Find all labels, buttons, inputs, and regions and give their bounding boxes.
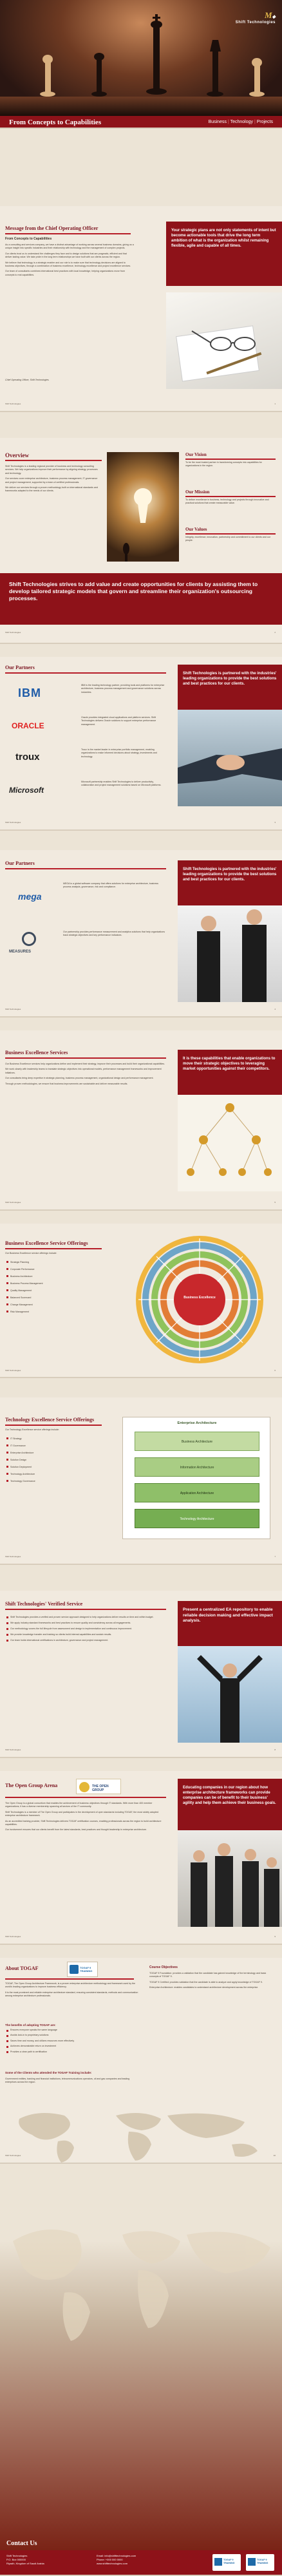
benefit-item: Avoids lock-in to proprietary solutions bbox=[6, 2034, 142, 2037]
tag-projects: Projects bbox=[256, 120, 273, 124]
offering-item: Corporate Performance bbox=[6, 1267, 103, 1272]
tag-business: Business bbox=[208, 120, 227, 124]
clients-text: Government entities, banking and financial institutions, telecommunications operators, oil and gas companies and leading enterprises across the region. bbox=[5, 2078, 130, 2084]
page-number: 6 bbox=[274, 1369, 276, 1372]
togaf-badge-text: TOGAF 9 TRAINING bbox=[80, 1966, 93, 1973]
contact-website[interactable]: www.shifttechnologies.com bbox=[97, 2562, 128, 2565]
ring-center-label: Business Excellence bbox=[183, 1296, 216, 1300]
stack-title: Enterprise Architecture bbox=[177, 1421, 217, 1425]
heading-rule bbox=[5, 460, 102, 461]
open-group-logo-icon bbox=[79, 1782, 89, 1792]
be-paragraph: Through proven methodologies, we ensure that business improvements are sustainable and deliver measurable results. bbox=[5, 1082, 128, 1085]
togaf-badge bbox=[67, 1962, 98, 1977]
objective-item: TOGAF 9 Certified: provides validation that the candidate is able to analyze and apply knowledge of TOGAF 9. bbox=[149, 1980, 263, 1984]
handshake-photo bbox=[178, 710, 282, 806]
benefit-item: Ensures everyone speaks the same language bbox=[6, 2029, 142, 2032]
be-paragraph: Our Business Excellence services help organizations define and implement their strategy, improve their processes and build their organizational capabilities. bbox=[5, 1063, 165, 1065]
te-offerings-heading: Technology Excellence Service Offerings bbox=[5, 1417, 95, 1423]
vsm-quote: Present a centralized EA repository to enable reliable decision making and effective impact analysis. bbox=[183, 1607, 273, 1623]
te-offerings-page bbox=[0, 1397, 282, 1565]
offering-item: Balanced Scorecard bbox=[6, 1295, 103, 1300]
vsm-item: We apply industry standard frameworks and best practices to ensure quality and consistency across all engagements. bbox=[6, 1621, 164, 1625]
overview-paragraph: We deliver our services through a proven methodology built on international standards and frameworks adapted to the needs of our clients. bbox=[5, 486, 98, 493]
troux-logo: troux bbox=[15, 752, 40, 762]
badge-icon bbox=[248, 2558, 256, 2566]
ring-diagram-svg bbox=[135, 1235, 264, 1364]
heading-rule bbox=[5, 1425, 102, 1426]
key-lock-photo bbox=[107, 452, 179, 562]
partners-heading: Our Partners bbox=[5, 665, 35, 670]
be-quote: It is these capabilities that enable organizations to move their strategic objectives to leveraging market opportunities against their competitors. bbox=[183, 1057, 276, 1071]
partner-description: Microsoft partnership enables Shift Technologies to deliver productivity, collaboration and project management solutions based on Microsoft platforms. bbox=[81, 781, 162, 787]
vsm-item: Shift Technologies provides a verified and proven service approach designed to help organizations deliver results on time and within budget. bbox=[6, 1615, 164, 1619]
partners-page-2 bbox=[0, 850, 282, 1018]
heading-rule bbox=[5, 1057, 166, 1059]
offering-item: Strategic Planning bbox=[6, 1260, 103, 1265]
be-ring-diagram bbox=[135, 1235, 264, 1364]
world-map-background bbox=[0, 2106, 282, 2164]
contact-line: Riyadh, Kingdom of Saudi Arabia bbox=[6, 2562, 44, 2565]
contact-email[interactable]: Email: info@shifttechnologies.com bbox=[97, 2554, 136, 2557]
tag-technology: Technology bbox=[230, 120, 253, 124]
open-group-body bbox=[5, 1802, 166, 1924]
footer-brand: Shift Technologies bbox=[5, 1935, 21, 1938]
contact-left bbox=[6, 2554, 44, 2566]
contact-badge-right bbox=[246, 2554, 274, 2571]
footer-brand: Shift Technologies bbox=[5, 1008, 21, 1010]
businessman-illustration bbox=[178, 1646, 282, 1743]
mission-heading: Our Mission bbox=[185, 489, 210, 495]
objectives-body bbox=[149, 1972, 276, 2049]
partners-page-1 bbox=[0, 657, 282, 831]
partners-quote: Shift Technologies is partnered with the industries' leading organizations to provide the best solutions and best practices for our clients. bbox=[183, 867, 277, 882]
contact-right bbox=[97, 2554, 136, 2566]
partner-measures bbox=[5, 931, 166, 969]
overview-quote-banner bbox=[0, 573, 282, 625]
vsm-item: We provide knowledge transfer and training so clients build internal capabilities and sustain results. bbox=[6, 1633, 164, 1636]
offering-item: Solution Design bbox=[6, 1457, 103, 1463]
be-body bbox=[5, 1063, 166, 1191]
coo-paragraph: Our clients trust us to understand the challenges they face and to design solutions that are pragmatic, efficient and that deliver lasting value. We take pride in the long term relationships we have built with our clients across the region. bbox=[5, 252, 127, 259]
heading-rule bbox=[5, 1248, 102, 1249]
benefit-item: Provides a clear path to certification bbox=[6, 2050, 142, 2054]
partners-quote-box bbox=[178, 665, 282, 710]
footer-brand: Shift Technologies bbox=[5, 821, 21, 824]
heading-rule bbox=[185, 459, 276, 460]
page-number: 7 bbox=[274, 1555, 276, 1558]
heading-rule bbox=[185, 533, 276, 535]
objective-item: TOGAF 9 Foundation: provides a validation that the candidate has gained knowledge of the terminology and basic concepts of TOGAF 9. bbox=[149, 1972, 267, 1978]
coo-quote-box bbox=[166, 222, 282, 286]
coo-subheading: From Concepts to Capabilities bbox=[5, 237, 52, 241]
mission-text: To deliver excellence in business, technology and projects through innovative and practical solutions that create measurable value. bbox=[185, 498, 269, 505]
partner-ibm bbox=[5, 684, 166, 710]
mega-logo: mega bbox=[18, 891, 42, 902]
partner-microsoft bbox=[5, 781, 166, 806]
overview-paragraph: Our services cover enterprise architecture, business process management, IT governance and project management, supported by a team of certified professionals. bbox=[5, 477, 98, 484]
human-network-illustration bbox=[178, 1095, 282, 1191]
offering-item: Change Management bbox=[6, 1302, 103, 1307]
offering-item: Quality Management bbox=[6, 1288, 103, 1293]
heading-rule bbox=[5, 233, 131, 234]
partner-description: Oracle provides integrated cloud applications and platform services. Shift Technologies delivers Oracle solutions to support enterprise performance management. bbox=[81, 716, 156, 726]
microsoft-logo: Microsoft bbox=[9, 786, 44, 795]
measures-logo: MEASURES bbox=[9, 950, 32, 954]
be-offerings-page bbox=[0, 1224, 282, 1378]
benefits-list bbox=[6, 2029, 142, 2067]
businessmen-illustration bbox=[178, 905, 282, 1002]
banner-tags: Business | Technology | Projects bbox=[208, 120, 273, 124]
coo-body bbox=[5, 243, 134, 372]
clients-heading: Some of the Clients who attended the TOGAF Training include: bbox=[5, 2071, 92, 2074]
heading-rule bbox=[5, 1797, 166, 1798]
offering-item: Solution Deployment bbox=[6, 1464, 103, 1470]
togaf-paragraph: It is the most prominent and reliable enterprise architecture standard, ensuring consistent standards, methods and communication among enterprise architecture professionals. bbox=[5, 1991, 138, 1998]
contact-heading: Contact Us bbox=[6, 2540, 37, 2547]
vsm-item: Our methodology covers the full lifecycle from assessment and design to implementation and continuous improvement. bbox=[6, 1627, 164, 1631]
stack-layer: Application Architecture bbox=[135, 1483, 259, 1502]
open-group-paragraph: The Open Group is a global consortium that enables the achievement of business objectives through IT standards. With more than 400 member organizations, it has a diverse membership spanning all sectors of the IT community. bbox=[5, 1802, 153, 1808]
contact-line: P.O. Box 000000 bbox=[6, 2558, 26, 2561]
ea-stack-diagram bbox=[122, 1417, 270, 1539]
be-offerings-intro: Our Business Excellence service offerings include: bbox=[5, 1252, 57, 1255]
vsm-item: Our team holds international certifications in architecture, governance and project management. bbox=[6, 1638, 164, 1642]
verified-service-page bbox=[0, 1591, 282, 1758]
overview-page bbox=[0, 438, 282, 644]
heading-rule bbox=[185, 496, 276, 497]
togaf-heading: About TOGAF bbox=[5, 1965, 39, 1971]
banner-title: From Concepts to Capabilities bbox=[9, 118, 102, 126]
contact-map-background bbox=[0, 2164, 282, 2550]
coo-paragraph: As a consulting and services company, we have a distinct advantage of working across several business domains, giving us a unique insight into specific industries and their relationship with technology and the management of complex projects. bbox=[5, 243, 134, 250]
page-number: 3 bbox=[274, 821, 276, 824]
benefit-item: Saves time and money, and utilizes resources more effectively bbox=[6, 2040, 142, 2043]
values-text: Integrity, excellence, innovation, partnership and commitment to our clients and our people. bbox=[185, 536, 270, 542]
partner-description: IBM is the leading technology partner, providing tools and platforms for enterprise architecture, business process management and governance solutions across industries. bbox=[81, 684, 165, 694]
offering-item: Risk Management bbox=[6, 1309, 103, 1314]
open-group-quote-box bbox=[178, 1779, 282, 1830]
partners-quote-box bbox=[178, 860, 282, 905]
coo-paragraph: Our team of consultants combines international best practices with local knowledge, helping organizations move from concepts to real capabilities. bbox=[5, 270, 126, 276]
badge-icon bbox=[214, 2558, 222, 2566]
open-group-page bbox=[0, 1771, 282, 1945]
togaf-body bbox=[5, 1982, 140, 2021]
partner-mega bbox=[5, 882, 166, 921]
brand-logo bbox=[236, 10, 276, 24]
te-offerings-list bbox=[6, 1436, 103, 1533]
map-illustration bbox=[0, 2164, 282, 2550]
heading-rule bbox=[5, 868, 166, 869]
vision-heading: Our Vision bbox=[185, 452, 207, 457]
objectives-heading: Course Objectives bbox=[149, 1965, 178, 1969]
partners-heading: Our Partners bbox=[5, 860, 35, 866]
coo-heading: Message from the Chief Operating Officer bbox=[5, 225, 99, 231]
human-network-photo bbox=[178, 1095, 282, 1191]
team-illustration bbox=[178, 1830, 282, 1927]
offering-item: IT Governance bbox=[6, 1443, 103, 1448]
offering-item: Business Process Management bbox=[6, 1281, 103, 1286]
open-group-quote: Educating companies in our region about how enterprise architecture frameworks can provide companies can be of benefit to their business' agility and help them achieve their business goals. bbox=[183, 1786, 276, 1805]
page-number: 4 bbox=[274, 1008, 276, 1010]
togaf-badge-icon bbox=[70, 1965, 79, 1974]
oracle-logo: ORACLE bbox=[12, 721, 44, 730]
togaf-paragraph: TOGAF, The Open Group Architecture Framework, is a proven enterprise architecture methodology and framework used by the world's leading organizations to improve business efficiency. bbox=[5, 1982, 136, 1989]
contact-page bbox=[0, 2164, 282, 2576]
glasses-illustration bbox=[166, 292, 282, 389]
glasses-photo bbox=[166, 292, 282, 389]
vsm-heading: Shift Technologies' Verified Service bbox=[5, 1601, 83, 1607]
logo-mark-icon: M◆ bbox=[265, 10, 276, 20]
page-number: 10 bbox=[273, 2154, 276, 2157]
contact-line: Shift Technologies bbox=[6, 2554, 28, 2557]
benefits-heading: The benefits of adopting TOGAF are: bbox=[5, 2023, 56, 2027]
togaf-page bbox=[0, 1958, 282, 2164]
businessmen-photo bbox=[178, 905, 282, 1002]
keyhole-illustration bbox=[107, 452, 179, 562]
offering-item: Technology Governance bbox=[6, 1479, 103, 1484]
footer-brand: Shift Technologies bbox=[5, 1369, 21, 1372]
te-offerings-intro: Our Technology Excellence service offerings include: bbox=[5, 1428, 59, 1431]
measures-logo-icon bbox=[22, 932, 36, 946]
be-offerings-heading: Business Excellence Service Offerings bbox=[5, 1240, 88, 1246]
stack-layer: Technology Architecture bbox=[135, 1509, 259, 1528]
open-group-logo bbox=[76, 1779, 121, 1794]
coo-message-page bbox=[0, 206, 282, 412]
footer-brand: Shift Technologies bbox=[5, 1555, 21, 1558]
footer-brand: Shift Technologies bbox=[5, 402, 21, 405]
benefit-item: Achieves demonstrable return on investment bbox=[6, 2045, 142, 2048]
partners-quote: Shift Technologies is partnered with the industries' leading organizations to provide the best solutions and best practices for our clients. bbox=[183, 672, 277, 686]
page-number: 2 bbox=[274, 631, 276, 634]
stack-layer: Business Architecture bbox=[135, 1432, 259, 1451]
team-photo bbox=[178, 1830, 282, 1927]
world-map-illustration bbox=[0, 2106, 282, 2164]
partner-description: Troux is the market leader in enterprise portfolio management, enabling organizations to make informed decisions about strategy, investments and technology. bbox=[81, 748, 157, 758]
offering-item: IT Strategy bbox=[6, 1436, 103, 1441]
page-number: 8 bbox=[274, 1748, 276, 1751]
open-group-logo-text: THE OPEN GROUP bbox=[92, 1785, 109, 1792]
heading-rule bbox=[5, 672, 166, 674]
offering-item: Technology Architecture bbox=[6, 1472, 103, 1477]
be-paragraph: We work closely with leadership teams to translate strategic objectives into operational models, performance management frameworks and improvement initiatives. bbox=[5, 1068, 162, 1074]
be-quote-box bbox=[178, 1050, 282, 1095]
footer-brand: Shift Technologies bbox=[5, 1201, 21, 1204]
heading-rule bbox=[5, 1609, 166, 1610]
contact-badge-left bbox=[212, 2554, 241, 2571]
page-number: 9 bbox=[274, 1935, 276, 1938]
stack-layer: Information Architecture bbox=[135, 1457, 259, 1477]
page-number: 1 bbox=[274, 402, 276, 405]
vision-text: To be the most trusted partner in transforming concepts into capabilities for organizations in the region. bbox=[185, 461, 262, 468]
offering-item: Enterprise Architecture bbox=[6, 1450, 103, 1455]
footer-brand: Shift Technologies bbox=[5, 631, 21, 634]
open-group-paragraph: Shift Technologies is a member of The Open Group and participates in the development of open standards including TOGAF, the most widely adopted enterprise architecture framework. bbox=[5, 1810, 159, 1817]
open-group-paragraph: As an accredited training provider, Shift Technologies delivers TOGAF certification courses, enabling professionals across the region to build architecture capabilities. bbox=[5, 1819, 162, 1826]
be-paragraph: Our consultants bring deep expertise in strategic planning, business process management, organizational design and performance management. bbox=[5, 1077, 154, 1080]
brand-name: Shift Technologies bbox=[235, 21, 276, 24]
objective-item: Enterprise Architecture: enables candidates to understand architecture development across the enterprise. bbox=[149, 1986, 259, 1989]
business-excellence-page bbox=[0, 1030, 282, 1211]
cover-page bbox=[0, 0, 282, 129]
be-offerings-list bbox=[6, 1260, 103, 1356]
page-number: 5 bbox=[274, 1201, 276, 1204]
handshake-illustration bbox=[178, 710, 282, 806]
badge-text: TOGAF 9 TRAINING bbox=[223, 2559, 235, 2564]
overview-heading: Overview bbox=[5, 452, 29, 459]
cover-banner bbox=[0, 116, 282, 129]
vsm-quote-box bbox=[178, 1601, 282, 1646]
overview-quote: Shift Technologies strives to add value and create opportunities for clients by assisting them to develop tailored strategic models that govern and streamline their organization's outsourcing processes. bbox=[9, 581, 258, 601]
open-group-paragraph: Our involvement ensures that our clients benefit from the latest standards, best practices and thought leadership in enterprise architecture. bbox=[5, 1828, 147, 1832]
contact-phone: Phone: +000 000 0000 bbox=[97, 2558, 123, 2561]
celebrating-businessman-photo bbox=[178, 1646, 282, 1743]
partner-troux bbox=[5, 748, 166, 774]
footer-brand: Shift Technologies bbox=[5, 1748, 21, 1751]
vsm-list bbox=[6, 1615, 164, 1738]
overview-body bbox=[5, 465, 102, 568]
coo-quote: Your strategic plans are not only statements of intent but become actionable tools that drive the long term ambition of what is the organization whilst remaining flexible, agile and capable of all times. bbox=[171, 229, 276, 248]
partner-description: Our partnership provides performance measurement and analytics solutions that help organizations track strategic objectives and key performance indicators. bbox=[63, 931, 165, 937]
overview-paragraph: Shift Technologies is a leading regional provider of business and technology consulting services. We help organizations improve their performance by aligning strategy, processes and technology. bbox=[5, 465, 98, 475]
values-heading: Our Values bbox=[185, 527, 207, 532]
badge-text: TOGAF 9 TRAINING bbox=[257, 2559, 268, 2564]
contact-bar bbox=[0, 2540, 282, 2576]
partner-oracle bbox=[5, 716, 166, 742]
partner-description: MEGA is a global software company that offers solutions for enterprise architecture, business process analysis, governance, risk and compliance. bbox=[63, 882, 158, 889]
footer-brand: Shift Technologies bbox=[5, 2154, 21, 2157]
ibm-logo: IBM bbox=[18, 687, 41, 699]
open-group-heading: The Open Group Arena bbox=[5, 1783, 58, 1788]
heading-rule bbox=[5, 1978, 134, 1980]
be-heading: Business Excellence Services bbox=[5, 1050, 68, 1056]
offering-item: Business Architecture bbox=[6, 1274, 103, 1279]
coo-signature: Chief Operating Officer, Shift Technologies bbox=[5, 379, 49, 381]
coo-paragraph: We believe that technology is a strategic enabler and our role is to make sure that technology decisions are aligned to business objectives, through a combination of business excellence, technology excellence and project excellence services. bbox=[5, 261, 131, 268]
